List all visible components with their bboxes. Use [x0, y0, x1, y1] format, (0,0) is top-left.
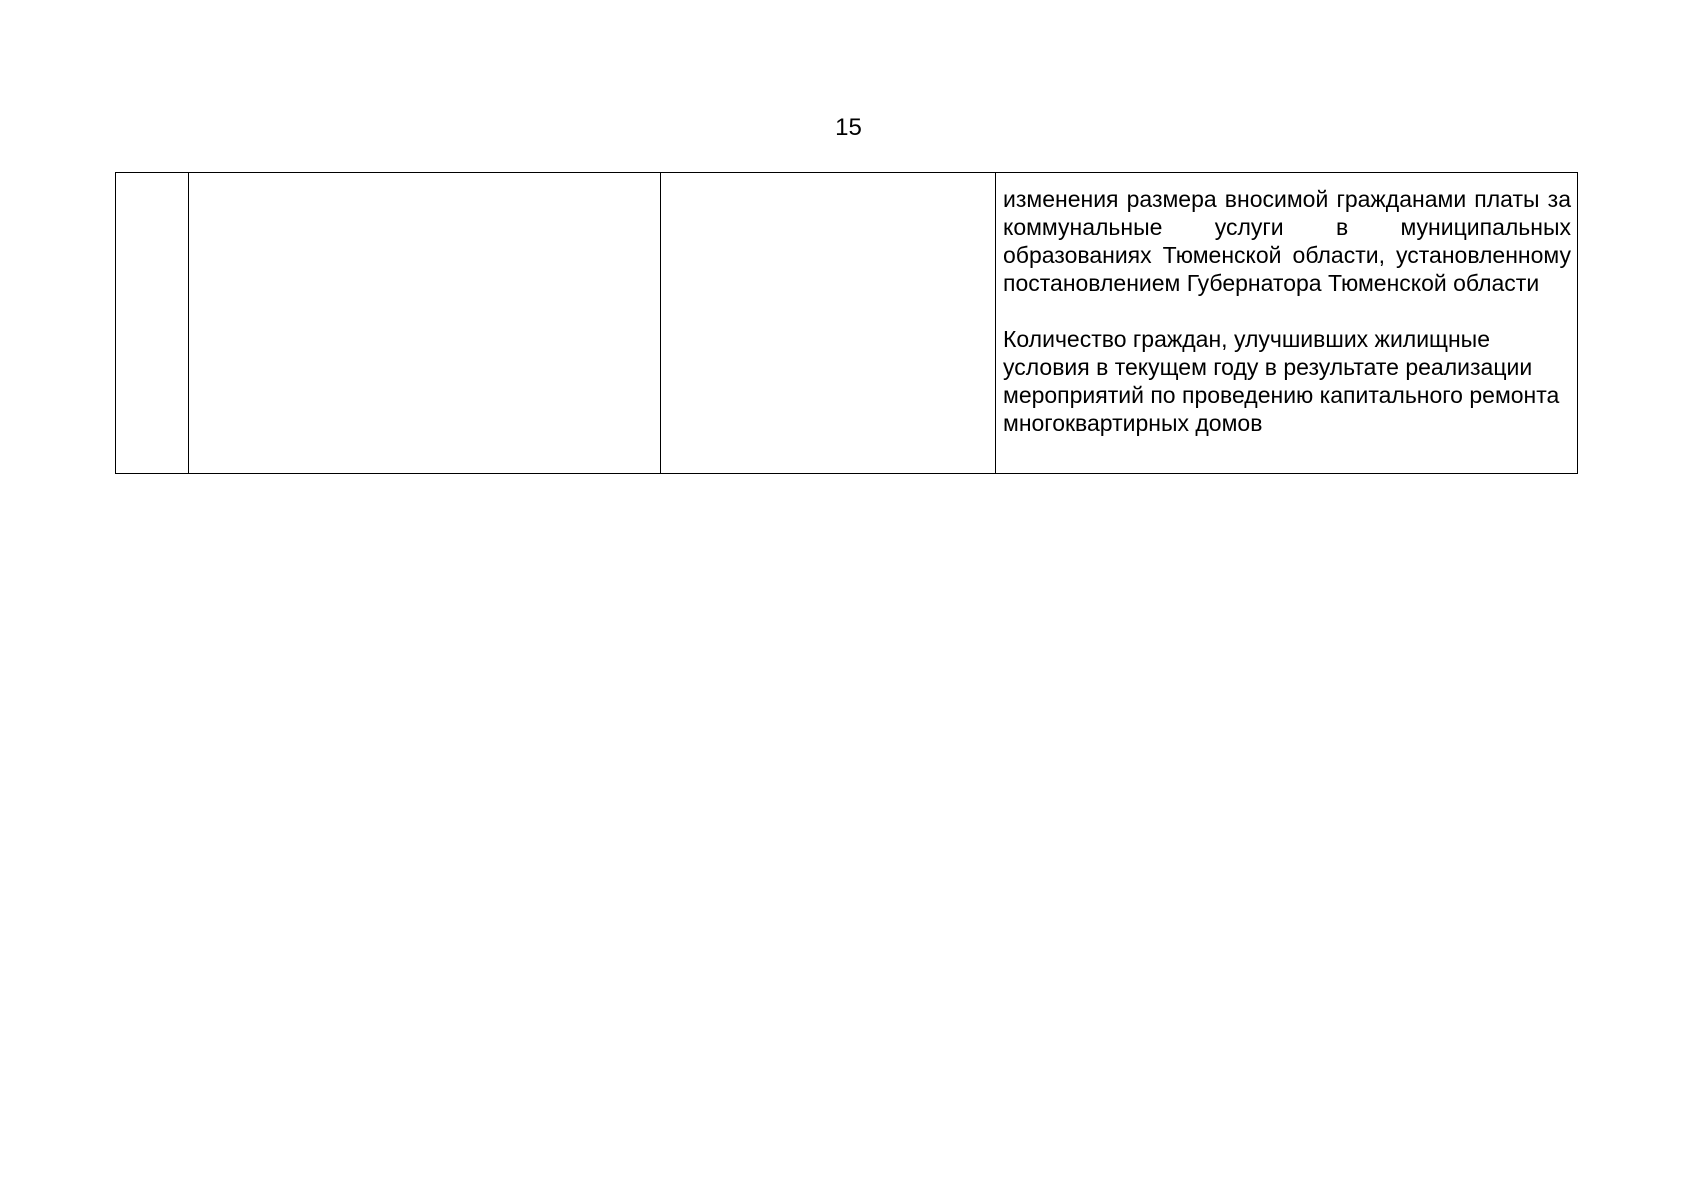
indicator-paragraph: изменения размера вносимой гражданами платы за коммунальные услуги в муниципальных образованиях Тюменской области, установленному постановлением Губернатора Тюменской области	[1003, 186, 1571, 296]
table-cell-executor	[661, 173, 996, 474]
document-table	[115, 172, 1578, 474]
page-number: 15	[835, 114, 862, 141]
table-row	[116, 173, 1578, 474]
indicator-paragraph: Количество граждан, улучшивших жилищные условия в текущем году в результате реализации мероприятий по проведению капитального ремонта многоквартирных домов	[1003, 326, 1560, 436]
table-cell-indicators	[996, 173, 1578, 474]
table-cell-name	[189, 173, 661, 474]
table-cell-number	[116, 173, 189, 474]
